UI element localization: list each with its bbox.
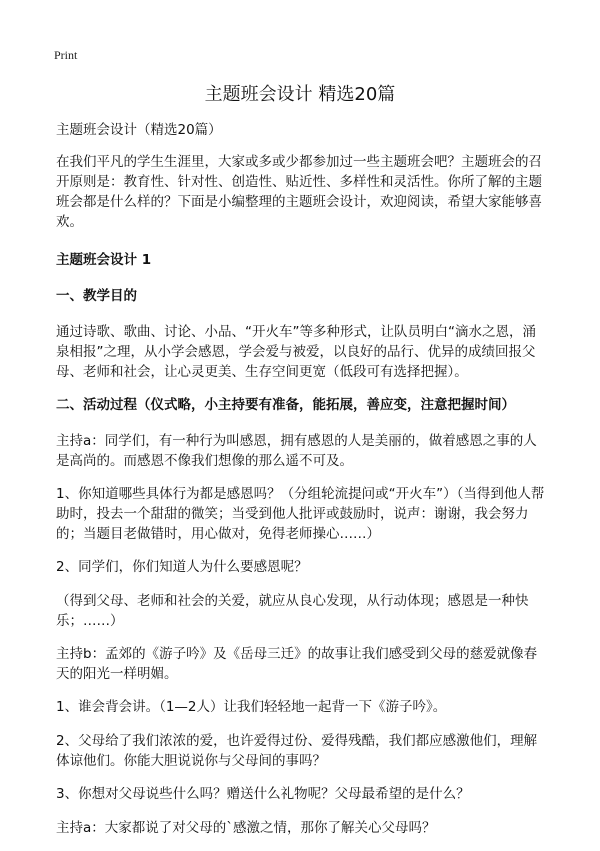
intro-paragraph: 在我们平凡的学生生涯里，大家或多或少都参加过一些主题班会吧？主题班会的召开原则是：教育性、针对性、创造性、贴近性、多样性和灵活性。你所了解的主题班会都是什么样的？下面是小编整理的主题班会设计，欢迎阅读，希望大家能够喜欢。	[56, 154, 542, 230]
body-paragraph: 2、父母给了我们浓浓的爱，也许爱得过份、爱得残酷，我们都应感激他们，理解体谅他们。你能大胆说说你与父母间的事吗？	[56, 733, 538, 769]
page-title: 主题班会设计 精选20篇	[204, 84, 396, 105]
section-heading-process: 二、活动过程（仪式略，小主持要有准备，能拓展，善应变，注意把握时间）	[56, 397, 515, 413]
section-heading-objectives: 一、教学目的	[56, 288, 137, 304]
body-paragraph: 1、谁会背会讲。（1—2人）让我们轻轻地一起背一下《游子吟》。	[56, 699, 447, 715]
article-body	[56, 120, 548, 851]
print-link[interactable]: Print	[54, 48, 78, 62]
body-paragraph: 3、你想对父母说些什么吗？赠送什么礼物呢？父母最希望的是什么？	[56, 786, 470, 802]
article-subtitle: 主题班会设计（精选20篇）	[56, 122, 222, 138]
body-paragraph: 1、你知道哪些具体行为都是感恩吗？（分组轮流提问或“开火车”）（当得到他人帮助时，投去一个甜甜的微笑；当受到他人批评或鼓励时，说声：谢谢，我会努力的；当题目老做错时，用心做对，免得老师操心……）	[56, 486, 545, 542]
body-paragraph: 主持b：孟郊的《游子吟》及《岳母三迁》的故事让我们感受到父母的慈爱就像春天的阳光一样明媚。	[56, 646, 538, 682]
body-paragraph: 主持a：同学们，有一种行为叫感恩，拥有感恩的人是美丽的，做着感恩之事的人是高尚的。而感恩不像我们想像的那么遥不可及。	[56, 433, 537, 469]
body-paragraph: 2、同学们，你们知道人为什么要感恩呢？	[56, 559, 308, 575]
body-paragraph: 主持a：大家都说了对父母的`感激之情，那你了解关心父母吗？	[56, 820, 436, 836]
design-heading: 主题班会设计 1	[56, 252, 152, 268]
objectives-paragraph: 通过诗歌、歌曲、讨论、小品、“开火车”等多种形式，让队员明白“滴水之恩，涌泉相报”之理，从小学会感恩，学会爱与被爱，以良好的品行、优异的成绩回报父母、老师和社会，让心灵更美、生存空间更宽（低段可有选择把握）。	[56, 324, 536, 380]
body-paragraph: （得到父母、老师和社会的关爱，就应从良心发现，从行动体现；感恩是一种快乐；……）	[56, 593, 529, 629]
